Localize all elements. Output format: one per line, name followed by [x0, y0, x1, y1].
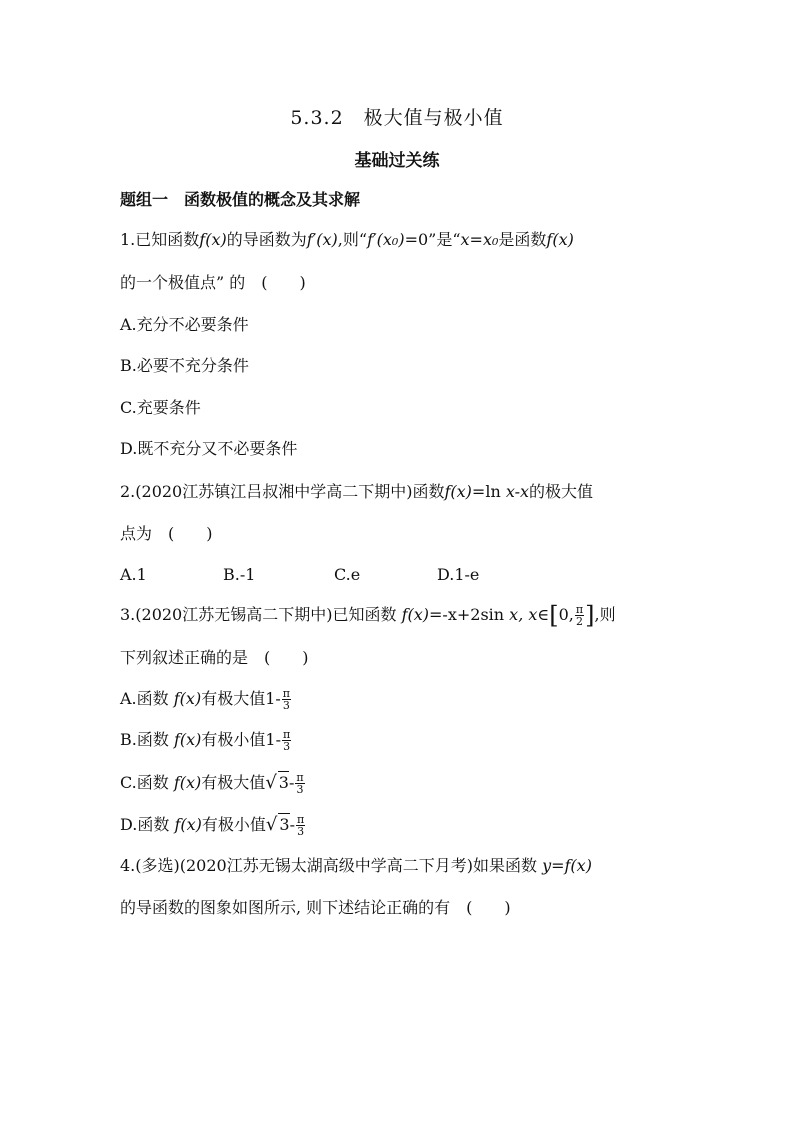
q2-option-a: A.1 — [120, 565, 147, 584]
q1-text-b: 的导函数为 — [226, 230, 307, 249]
q3-option-d: D.函数 f(x)有极小值√ 3- $\frac{\pi}{3}$ — [120, 813, 305, 838]
q1-text-c: ,则“ — [337, 230, 368, 249]
q3-option-a: A.函数 f(x)有极大值1- $\frac{\pi}{3}$ — [120, 687, 291, 712]
q3-fraction-pi-3: $\frac{\pi}{3}$ — [296, 813, 305, 838]
q3-option-c: C.函数 f(x)有极大值√ 3- $\frac{\pi}{3}$ — [120, 771, 304, 796]
q1-fx-2: f(x) — [546, 230, 574, 249]
q1-text-d: =0”是“ — [404, 230, 461, 249]
q3-text-a: 3.(2020江苏无锡高二下期中)已知函数 — [120, 605, 397, 624]
q3-fx: f(x) — [401, 605, 430, 624]
page-title: 5.3.2 极大值与极小值 — [290, 107, 504, 129]
q1-line2: 的一个极值点” 的 ( ) — [120, 273, 306, 292]
q1-fx: f(x) — [199, 230, 227, 249]
q1-xeqx0: x=x₀ — [460, 230, 499, 249]
q1-text-a: 1.已知函数 — [120, 230, 200, 249]
q2-text-a: 2.(2020江苏镇江吕叔湘中学高二下期中)函数 — [120, 482, 445, 501]
q3-fraction-pi-2: $\frac{\pi}{2}$ — [575, 603, 584, 628]
sqrt-symbol: √ — [265, 814, 278, 835]
section-subtitle: 基础过关练 — [354, 151, 440, 171]
q3-fraction-pi-3: $\frac{\pi}{3}$ — [296, 771, 304, 796]
q3-line2: 下列叙述正确的是 ( ) — [120, 648, 309, 667]
q3-text-d: x, x∈ — [509, 605, 550, 624]
q3-line1: 3.(2020江苏无锡高二下期中)已知函数 f(x)=-x+2sin x, x∈[0, $\frac{\pi}{2}$ ],则 — [120, 601, 616, 630]
q2-option-c: C.e — [334, 565, 361, 584]
q1-option-d: D.既不充分又不必要条件 — [120, 439, 298, 458]
q3-fraction-pi-3: $\frac{\pi}{3}$ — [283, 728, 291, 753]
sqrt-symbol: √ — [265, 772, 277, 793]
q2-option-b: B.-1 — [223, 565, 256, 584]
q2-line2: 点为 ( ) — [120, 524, 213, 543]
q4-line2: 的导函数的图象如图所示, 则下述结论正确的有 ( ) — [120, 898, 511, 917]
q3-text-c: =-x+2sin — [429, 605, 505, 624]
q2-fx: f(x) — [444, 482, 472, 501]
q1-line1 — [120, 229, 574, 251]
q3-fraction-pi-3: $\frac{\pi}{3}$ — [282, 687, 291, 712]
q3-interval-left: 0, — [558, 605, 574, 624]
q2-option-d: D.1-e — [437, 565, 480, 584]
q4-yfx: y=f(x) — [542, 856, 592, 875]
q2-text-d: x-x — [505, 482, 530, 501]
q1-option-b: B.必要不充分条件 — [120, 356, 249, 375]
q1-option-a: A.充分不必要条件 — [120, 315, 249, 334]
q2-line1 — [120, 481, 593, 503]
q1-fpx0: f′(x₀) — [367, 230, 405, 249]
q3-text-e: ,则 — [594, 605, 616, 624]
q1-fpx: f′(x) — [306, 230, 338, 249]
q4-line1: 4.(多选)(2020江苏无锡太湖高级中学高二下月考)如果函数 y=f(x) — [120, 856, 592, 875]
q1-option-c: C.充要条件 — [120, 398, 201, 417]
q2-text-e: 的极大值 — [529, 482, 594, 501]
group-heading: 题组一 函数极值的概念及其求解 — [120, 190, 361, 209]
q2-text-c: =ln — [471, 482, 501, 501]
q3-option-b: B.函数 f(x)有极小值1- $\frac{\pi}{3}$ — [120, 728, 291, 753]
q1-text-e: 是函数 — [498, 230, 547, 249]
